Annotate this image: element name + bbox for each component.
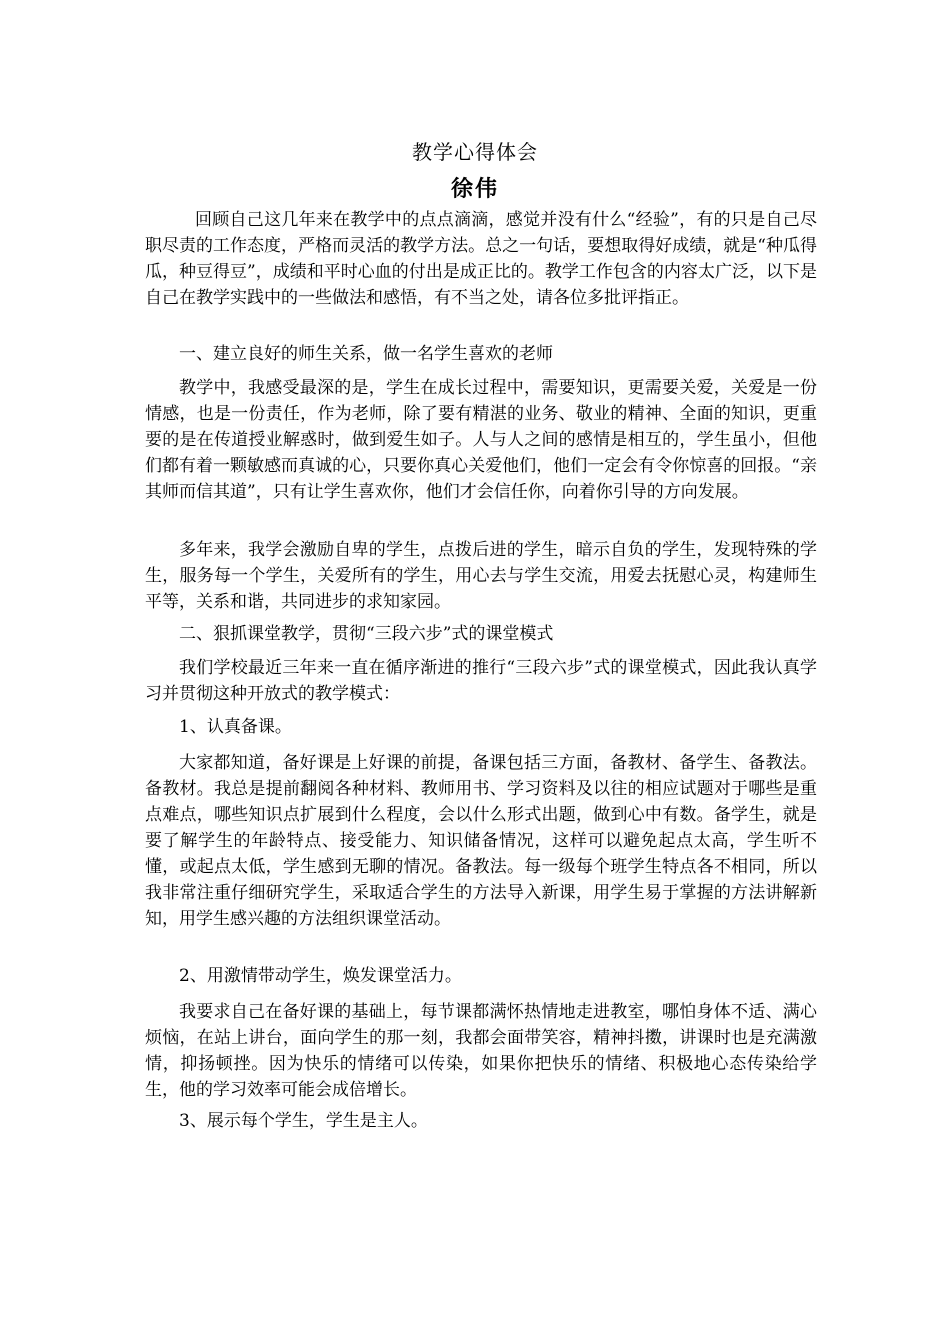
section-heading-1: 一、建立良好的师生关系，做一名学生喜欢的老师 bbox=[179, 344, 553, 364]
document-title: 教学心得体会 bbox=[412, 140, 538, 164]
intro-paragraph: 回顾自己这几年来在教学中的点点滴滴，感觉并没有什么“经验”，有的只是自己尽职尽责的工作态度，严格而灵活的教学方法。总之一句话，要想取得好成绩，就是“种瓜得瓜，种豆得豆”，成绩和平时心血的付出是成正比的。教学工作包含的内容太广泛，以下是自己在教学实践中的一些做法和感悟，有不当之处，请各位多批评指正。 bbox=[145, 210, 817, 308]
paragraph-passion: 我要求自己在备好课的基础上，每节课都满怀热情地走进教室，哪怕身体不适、满心烦恼，在站上讲台，面向学生的那一刻，我都会面带笑容，精神抖擞，讲课时也是充满激情，抑扬顿挫。因为快乐的情绪可以传染，如果你把快乐的情绪、积极地心态传染给学生，他的学习效率可能会成倍增长。 bbox=[145, 1002, 817, 1100]
subheading-2: 2、用激情带动学生，焕发课堂活力。 bbox=[179, 966, 462, 986]
paragraph-class-model: 我们学校最近三年来一直在循序渐进的推行“三段六步”式的课堂模式，因此我认真学习并贯彻这种开放式的教学模式： bbox=[145, 658, 817, 704]
paragraph-teacher-care: 教学中，我感受最深的是，学生在成长过程中，需要知识，更需要关爱，关爱是一份情感，也是一份责任，作为老师，除了要有精湛的业务、敬业的精神、全面的知识，更重要的是在传道授业解惑时，做到爱生如子。人与人之间的感情是相互的，学生虽小，但他们都有着一颗敏感而真诚的心，只要你真心关爱他们，他们一定会有令你惊喜的回报。“亲其师而信其道”，只有让学生喜欢你，他们才会信任你，向着你引导的方向发展。 bbox=[145, 378, 817, 502]
section-heading-2: 二、狠抓课堂教学，贯彻“三段六步”式的课堂模式 bbox=[179, 624, 554, 644]
subheading-3: 3、展示每个学生，学生是主人。 bbox=[179, 1111, 428, 1131]
subheading-1: 1、认真备课。 bbox=[179, 717, 292, 737]
paragraph-encouragement: 多年来，我学会激励自卑的学生，点拨后进的学生，暗示自负的学生，发现特殊的学生，服务每一个学生，关爱所有的学生，用心去与学生交流，用爱去抚慰心灵，构建师生平等，关系和谐，共同进步的求知家园。 bbox=[145, 540, 817, 612]
paragraph-lesson-prep: 大家都知道，备好课是上好课的前提，备课包括三方面，备教材、备学生、备教法。备教材。我总是提前翻阅各种材料、教师用书、学习资料及以往的相应试题对于哪些是重点难点，哪些知识点扩展到什么程度，会以什么形式出题，做到心中有数。备学生，就是要了解学生的年龄特点、接受能力、知识储备情况，这样可以避免起点太高，学生听不懂，或起点太低，学生感到无聊的情况。备教法。每一级每个班学生特点各不相同，所以我非常注重仔细研究学生，采取适合学生的方法导入新课，用学生易于掌握的方法讲解新知，用学生感兴趣的方法组织课堂活动。 bbox=[145, 753, 817, 929]
document-author: 徐伟 bbox=[450, 177, 499, 202]
